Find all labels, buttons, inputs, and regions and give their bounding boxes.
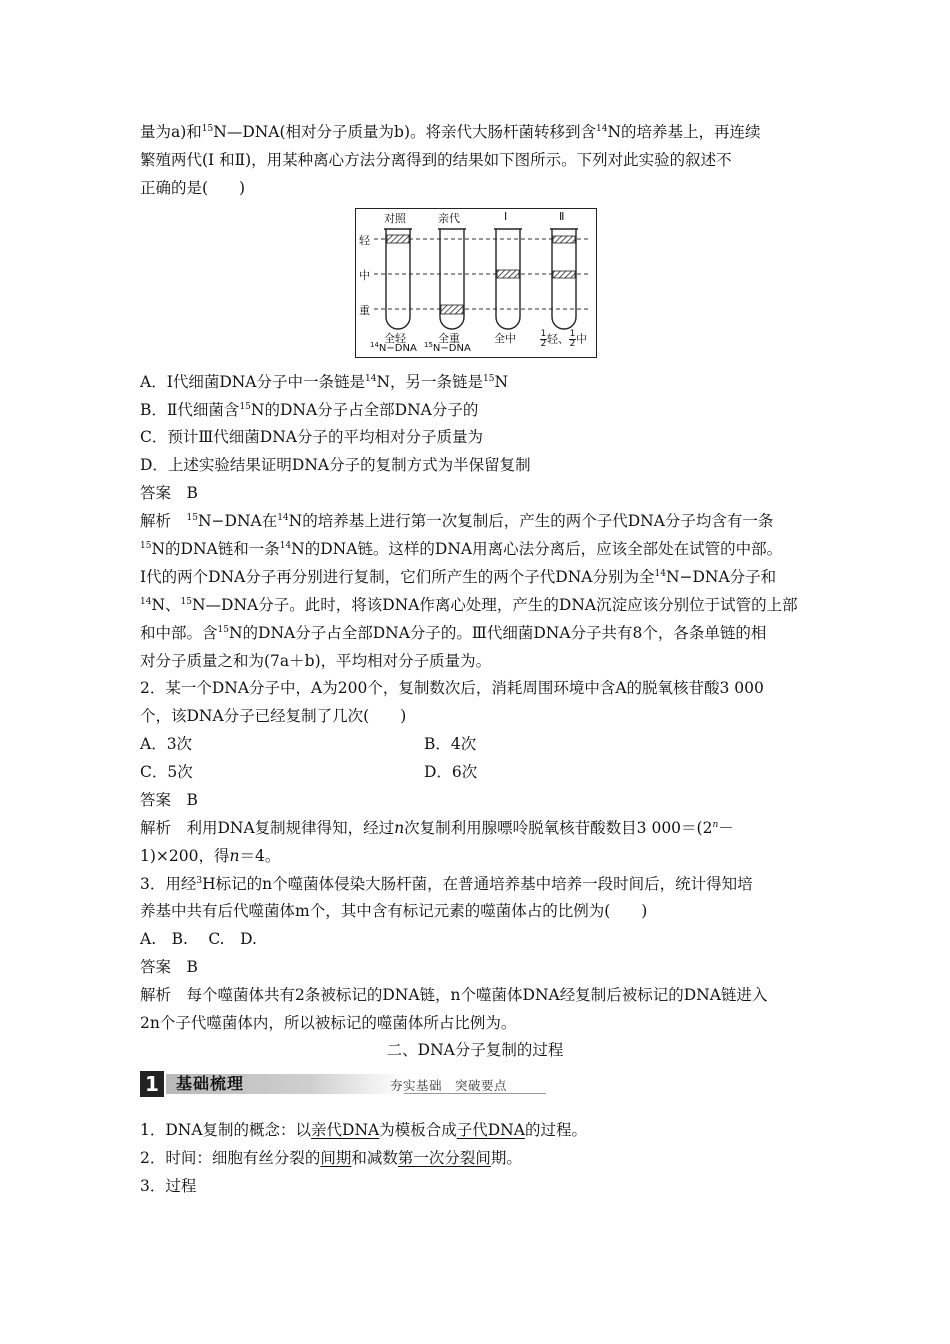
q2-explain-2: 1)×200，得n＝4。 [140,847,281,865]
centrifuge-figure [355,208,597,358]
q3-stem-1: 3．用经$^3$H标记的n个噬菌体侵染大肠杆菌，在普通培养基中培养一段时间后，统计得知培 [140,875,753,893]
band-gen2-middle [553,271,575,278]
intro-line-1: 量为a)和$^{15}$N—DNA(相对分子质量为b)。将亲代大肠杆菌转移到含$^{14}$N的培养基上，再连续 [140,123,761,141]
banner-rule [404,1093,546,1094]
q1-explain-6: 对分子质量之和为(7a＋b)，平均相对分子质量为。 [140,652,492,670]
band-parent-heavy [441,305,463,314]
q2-stem-1: 2．某一个DNA分子中，A为200个，复制数次后，消耗周围环境中含A的脱氧核苷酸3 000 [140,679,764,697]
caption-15n-dna: $^{15}$N−DNA [424,341,471,354]
label-middle: 中 [359,269,370,282]
banner-number: 1 [140,1071,164,1097]
caption-14n-dna: $^{14}$N−DNA [370,341,417,354]
q1-option-a: A．Ⅰ代细菌DNA分子中一条链是$^{14}$N，另一条链是$^{15}$N [140,373,509,391]
caption-all-light: 全轻 [384,332,406,345]
point-1: 1．DNA复制的概念：以亲代DNA为模板合成子代DNA的过程。 [140,1121,587,1139]
q1-explain-3: Ⅰ代的两个DNA分子再分别进行复制，它们所产生的两个子代DNA分别为全$^{14}$N−DNA分子和 [140,568,777,586]
band-control-light [387,235,409,243]
q2-options-row-1: A．3次 B．4次 [140,735,477,753]
banner-title: 基础梳理 [176,1074,245,1093]
header-control: 对照 [384,212,406,225]
header-gen1: Ⅰ [504,210,508,223]
label-heavy: 重 [359,304,370,317]
q1-option-c: C．预计Ⅲ代细菌DNA分子的平均相对分子质量为 [140,428,483,446]
section-heading: 二、DNA分子复制的过程 [386,1041,564,1059]
band-gen1-middle [497,270,519,278]
q1-option-b: B．Ⅱ代细菌含$^{15}$N的DNA分子占全部DNA分子的 [140,401,479,419]
q1-answer: 答案 B [140,484,198,502]
q1-explain-1: 解析 $^{15}$N−DNA在$^{14}$N的培养基上进行第一次复制后，产生的两个子代DNA分子均含有一条 [140,512,774,530]
q2-answer: 答案 B [140,791,198,809]
caption-half-half: $\frac{1}{2}$ 轻、 $\frac{1}{2}$ 中 [540,329,587,349]
point-2: 2．时间：细胞有丝分裂的间期和减数第一次分裂间期。 [140,1149,522,1167]
banner-subtitle: 夯实基础 突破要点 [390,1078,508,1093]
band-gen2-light [553,236,575,243]
intro-line-3: 正确的是( ) [140,179,246,197]
q1-explain-2: $^{15}$N的DNA链和一条$^{14}$N的DNA链。这样的DNA用离心法分离后，应该全部处在试管的中部。 [140,540,783,558]
caption-all-middle: 全中 [494,332,516,345]
header-parent: 亲代 [438,212,460,225]
q3-explain-1: 解析 每个噬菌体共有2条被标记的DNA链，n个噬菌体DNA经复制后被标记的DNA链进入 [140,986,768,1004]
q1-explain-4: $^{14}$N、$^{15}$N—DNA分子。此时，将该DNA作离心处理，产生的DNA沉淀应该分别位于试管的上部 [140,596,798,614]
caption-all-heavy: 全重 [438,332,460,345]
q3-options: A. B. C. D. [140,930,257,948]
tube-gen-1 [496,229,520,329]
header-gen2: Ⅱ [559,210,565,223]
q3-answer: 答案 B [140,958,198,976]
q1-explain-5: 和中部。含$^{15}$N的DNA分子占全部DNA分子的。Ⅲ代细菌DNA分子共有8个，各条单链的相 [140,624,767,642]
q2-stem-2: 个，该DNA分子已经复制了几次( ) [140,707,407,725]
q2-explain-1: 解析 利用DNA复制规律得知，经过n次复制利用腺嘌呤脱氧核苷酸数目3 $000=(2^n-$ [140,819,734,837]
tube-gen-2 [552,229,576,329]
tube-control [386,229,410,329]
q3-stem-2: 养基中共有后代噬菌体m个，其中含有标记元素的噬菌体占的比例为( ) [140,902,648,920]
intro-line-2: 繁殖两代(Ⅰ 和Ⅱ)，用某种离心方法分离得到的结果如下图所示。下列对此实验的叙述不 [140,151,732,169]
q2-options-row-2: C．5次 D．6次 [140,763,478,781]
q1-option-d: D．上述实验结果证明DNA分子的复制方式为半保留复制 [140,456,531,474]
point-3: 3．过程 [140,1177,197,1195]
q3-explain-2: 2n个子代噬菌体内，所以被标记的噬菌体所占比例为。 [140,1014,517,1032]
label-light: 轻 [359,234,370,247]
basics-banner [140,1071,546,1097]
